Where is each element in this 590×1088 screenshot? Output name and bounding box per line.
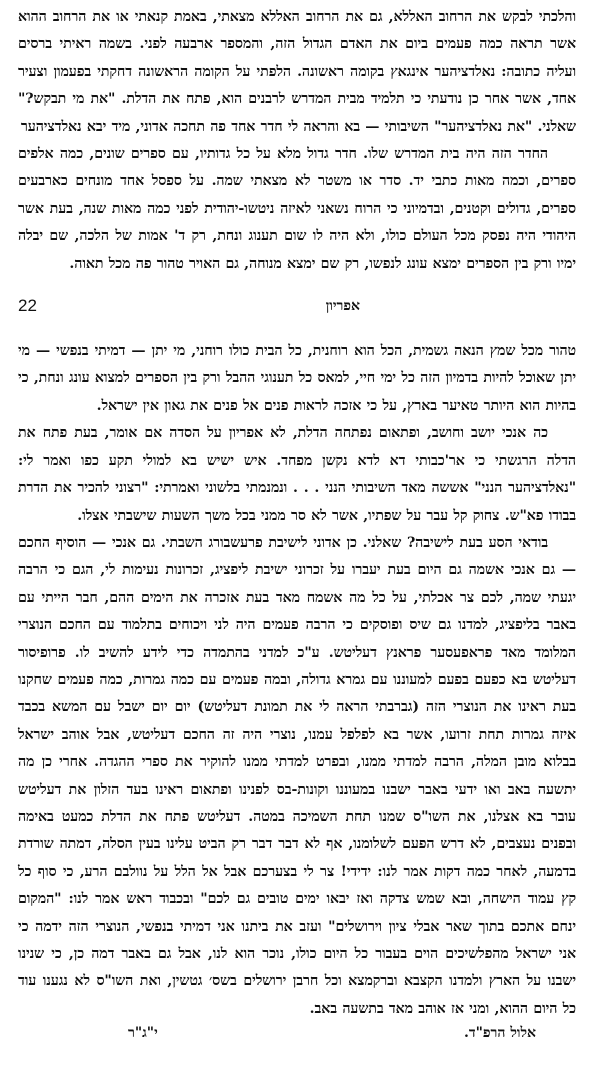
page-footer <box>18 1025 576 1042</box>
running-title: אפריון <box>325 297 360 314</box>
paragraph-body-2: כה אנכי יושב וחושב, ופתאום נפתחה הדלת, לא אפריון על הסדה אם אומר, בעת פתח את הדלה הרגשתי כי אר'כבותי דא לדא נקשן מפחד. איש ישיש בא למולי תקע כפו ואמר לי: "נאלדציהער הנני" אששה מאד השיבותי הנני . . . ונמנמתי בלשוני ואמרתי: "רצוני להכיר את הדרת בבודו פא"ש. צחוק קל עבר על שפתיו, אשר לא סר ממני בכל משך השעות שישבתי אצלו. <box>18 425 576 524</box>
page-header <box>18 286 576 326</box>
footer-signature: י"ג"ר <box>128 1025 158 1042</box>
paragraph-top-2: החדר הזה היה בית המדרש שלו. חדר גדול מלא על כל גדותיו, עם ספרים שונים, כמה אלפים ספרים, וכמה מאות כתבי יד. סדר או משטר לא מצאתי שמה. על ספסל אחד מונחים כארבעים ספרים, גדולים וקטנים, ובדמיוני כי הרוח נשאני לאיזה ניטשו-יהודית לפני כמה מאות שנה, בעת אשר היהודי היה נפסק מכל העולם כולו, ולא היה לו שום תענוג ונחת, רק ד' אמות של הלכה, שם יבלה ימיו ורק בין הספרים ימצא עונג לנפשו, רק שם ימצא מנוחה, גם האויר טהור פה מכל תאוה. <box>18 146 576 272</box>
paragraph-body-3: בודאי הסע בעת לישיבה? שאלני. כן אדוני לישיבת פרעשבורג השבתי. גם אנכי — הוסיף החכם — גם אנכי אשמה גם היום בעת יעברו על זכרוני ישיבת ליפציג, זכרונות נעימות לי, הגם כי הרבה יגעתי שמה, לכם צר אכלתי, על כל מה אשמח מאד בעת אזכרה את הימים ההם, חבר הייתי עם באבר בליפציג, למדנו גם שיס ופוסקים כי הרבה פעמים היה לני ויכוחים בתלמוד עם החכם הנוצרי המלומד מאד פראפעסער פראנץ דעליטש. ע"כ למדני בהתמדה כדי לידע להשיב לו. פרופיסור דעליטש בא כפעם בפעם למעוננו עם גמרא גדולה, ובמה פעמים עם כמה גמרות, כמה פעמים שחקנו בעת ראינו את הנוצרי הזה (גברבתי הראה לי את תמונת דעליטש) יום יום ישבל עם המשא בכבד איזה גמרות תחת זרועו, אשר בא לפלפל עמנו, נוצרי היה זה החכם דעליטש, אבל אוהב ישראל בבלוא מובן המלה, הרבה למדתי ממנו, ובפרט למדתי ממנו להוקיר את ספרי ההגדה. אחרי כן מה יתשעה באב ואו ידעי באבר ישבנו במעוננו וקונות-בס לפנינו ופתאום ראינו בעד הזלון את דעליטש עובר בא אצלנו, את השו"ס שמנו תחת השמיכה במטה. דעליטש פתח את הדלת כמעט באימה ובפנים נעצבים, לא דרש הפעם לשלומנו, אף לא דבר דבר רק הביט עלינו בעין הסלה, דמתה שורדת בדמעה, לאחר כמה דקות אמר לנו: ידידי! צר לי בצערכם אבל אל הלל על נוולבם הרע, כי סוף כל קץ עמוד הישחה, ובא שמש צדקה ואז יבאו ימים טובים גם לכם" ובכבוד ראש אמר לנו: "המקום ינחם אתכם בתוך שאר אבלי ציון וירושלים" ועזב את ביתנו אני דמיתי בנפשי, הנוצרי הזה ידמה כי אני ישראל מהפלשיכים הוים בעבור כל היום כולו, נוכר הוא לנו, אבל גם באבר דמה כן, כי שנינו ישבנו על הארץ ולמדנו הקצבא וברקמצא וכל חרבן ירושלים בשס׳ גטשין, ואת השו"ס לא נגענו עוד כל היום ההוא, ומני אז אוהב מאד בתשעה באב. <box>18 534 576 1017</box>
paragraph-body-1: טהור מכל שמץ הנאה גשמית, הכל הוא רוחנית, כל הבית כולו רוחני, מי יתן — דמיתי בנפשי — מי יתן שאוכל להיות בדמיון הזה כל ימי חיי, למאס כל תענוגי ההבל ורק בין הספרים למצוא עונג ונחת, כי בהיות הוא היותר טאיער בארץ, על כי אזכה לראות פנים אל פנים את גאון אין ישראל. <box>18 343 576 414</box>
page-number: 22 <box>18 296 37 316</box>
footer-date: אלול הרפ"ד. <box>464 1025 536 1042</box>
paragraph-top-1: והלכתי לבקש את הרחוב האללא, גם את הרחוב האללא מצאתי, באמת קנאתי או את הרחוב ההוא אשר תראה כמה פעמים ביום את האדם הגדול הזה, והמספר ארבעה לפני. בשמה ראיתי ברסים ועליה כתובה: נאלדציהער אינגאץ בקומה ראשונה. הלפתי על הקומה הראשונה דחקתי בפעמון וצעיר אחד, אשר אחר כן נודעתי כי תלמיד מבית המדרש לרבנים הוא, פתח את הדלת. "את מי תבקש?" שאלני. "את נאלדציהער" השיבותי — בא והראה לי חדר אחד פה תחכה אדוני, מיד יבא נאלדציהער <box>18 9 576 135</box>
